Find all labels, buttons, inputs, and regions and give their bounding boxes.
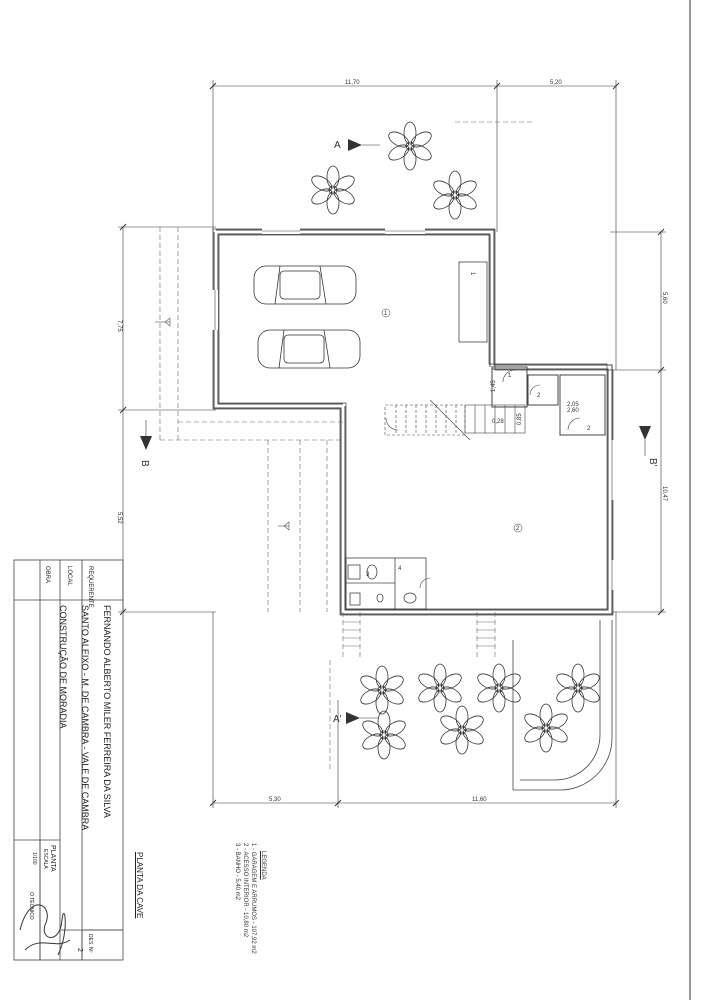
- element-number-1: 1: [469, 272, 475, 276]
- plant-icon: [431, 171, 479, 219]
- local-label: LOCAL: [66, 566, 72, 586]
- room-number-4: 4: [398, 566, 402, 572]
- dim-right-lower: 10,47: [661, 486, 667, 502]
- dim-top-left: 11,70: [345, 80, 360, 86]
- obra-value: CONSTRUÇÃO DE MORADIA: [58, 605, 68, 729]
- section-a-top: A: [334, 140, 341, 151]
- plant-icon: [386, 122, 434, 170]
- section-a-bottom: A': [333, 714, 342, 725]
- escala-label: ESCALA: [42, 849, 48, 869]
- tecnico-label: O TÉCNICO: [28, 892, 34, 920]
- dim-left-lower: 5,52: [116, 512, 122, 524]
- requerente-label: REQUERENTE: [87, 566, 93, 608]
- room-number-1: 1: [384, 311, 388, 317]
- escala-value: 1/100: [31, 852, 37, 865]
- section-b-right: B': [647, 458, 658, 467]
- drawing-title: PLANTA DA CAVE: [135, 852, 144, 919]
- dim-top-right: 5,20: [550, 80, 562, 86]
- plant-icon: [475, 664, 523, 712]
- car-icon: [254, 266, 356, 304]
- element-number-2: 2: [537, 393, 541, 399]
- dim-stair-c: 0,28: [492, 419, 504, 425]
- legend-item-1: 1 - GARAGEM E ARRUMOS - 107,92 m2: [250, 843, 256, 954]
- legend-item-3: 3 - BANHO - 5,40 m2: [234, 843, 240, 901]
- planta-label: PLANTA: [49, 845, 56, 872]
- dim-bottom-left: 5,30: [269, 797, 281, 803]
- plant-icon: [358, 666, 406, 714]
- dim-bottom-right: 11,60: [472, 797, 487, 803]
- dim-stair-a: 1,45: [491, 380, 497, 392]
- dim-stair-e: 2,05: [567, 402, 579, 408]
- legend-item-2: 2 - ACESSO INTERIOR - 10,80 m2: [242, 843, 248, 938]
- dim-left-upper: 7,75: [116, 320, 122, 332]
- car-icon: [258, 330, 360, 368]
- requerente-value: FERNANDO ALBERTO MILER FERREIRA DA SILVA: [102, 605, 112, 818]
- local-value: SANTO ALEIXO - M. DE CAMBRA - VALE DE CAMBRA: [80, 605, 90, 831]
- plant-icon: [522, 704, 570, 752]
- plant-icon: [438, 706, 486, 754]
- obra-label: OBRA: [44, 566, 50, 584]
- element-number-2b: 2: [587, 426, 591, 432]
- room-number-2: 2: [516, 526, 520, 532]
- room-number-3: 3: [366, 572, 370, 578]
- legend-heading: LEGENDA: [260, 851, 266, 880]
- dim-stair-b: 2,60: [567, 408, 579, 414]
- des-label: DES. Nº: [87, 934, 93, 953]
- plant-icon: [309, 166, 357, 214]
- des-value: 2: [76, 948, 83, 952]
- plant-icon: [416, 664, 464, 712]
- dim-right-upper: 5,60: [661, 292, 667, 304]
- section-b-left: B: [139, 460, 150, 467]
- plant-icon: [554, 664, 602, 712]
- element-number-1b: 1: [508, 373, 512, 379]
- dim-stair-d: 0,85: [517, 413, 523, 425]
